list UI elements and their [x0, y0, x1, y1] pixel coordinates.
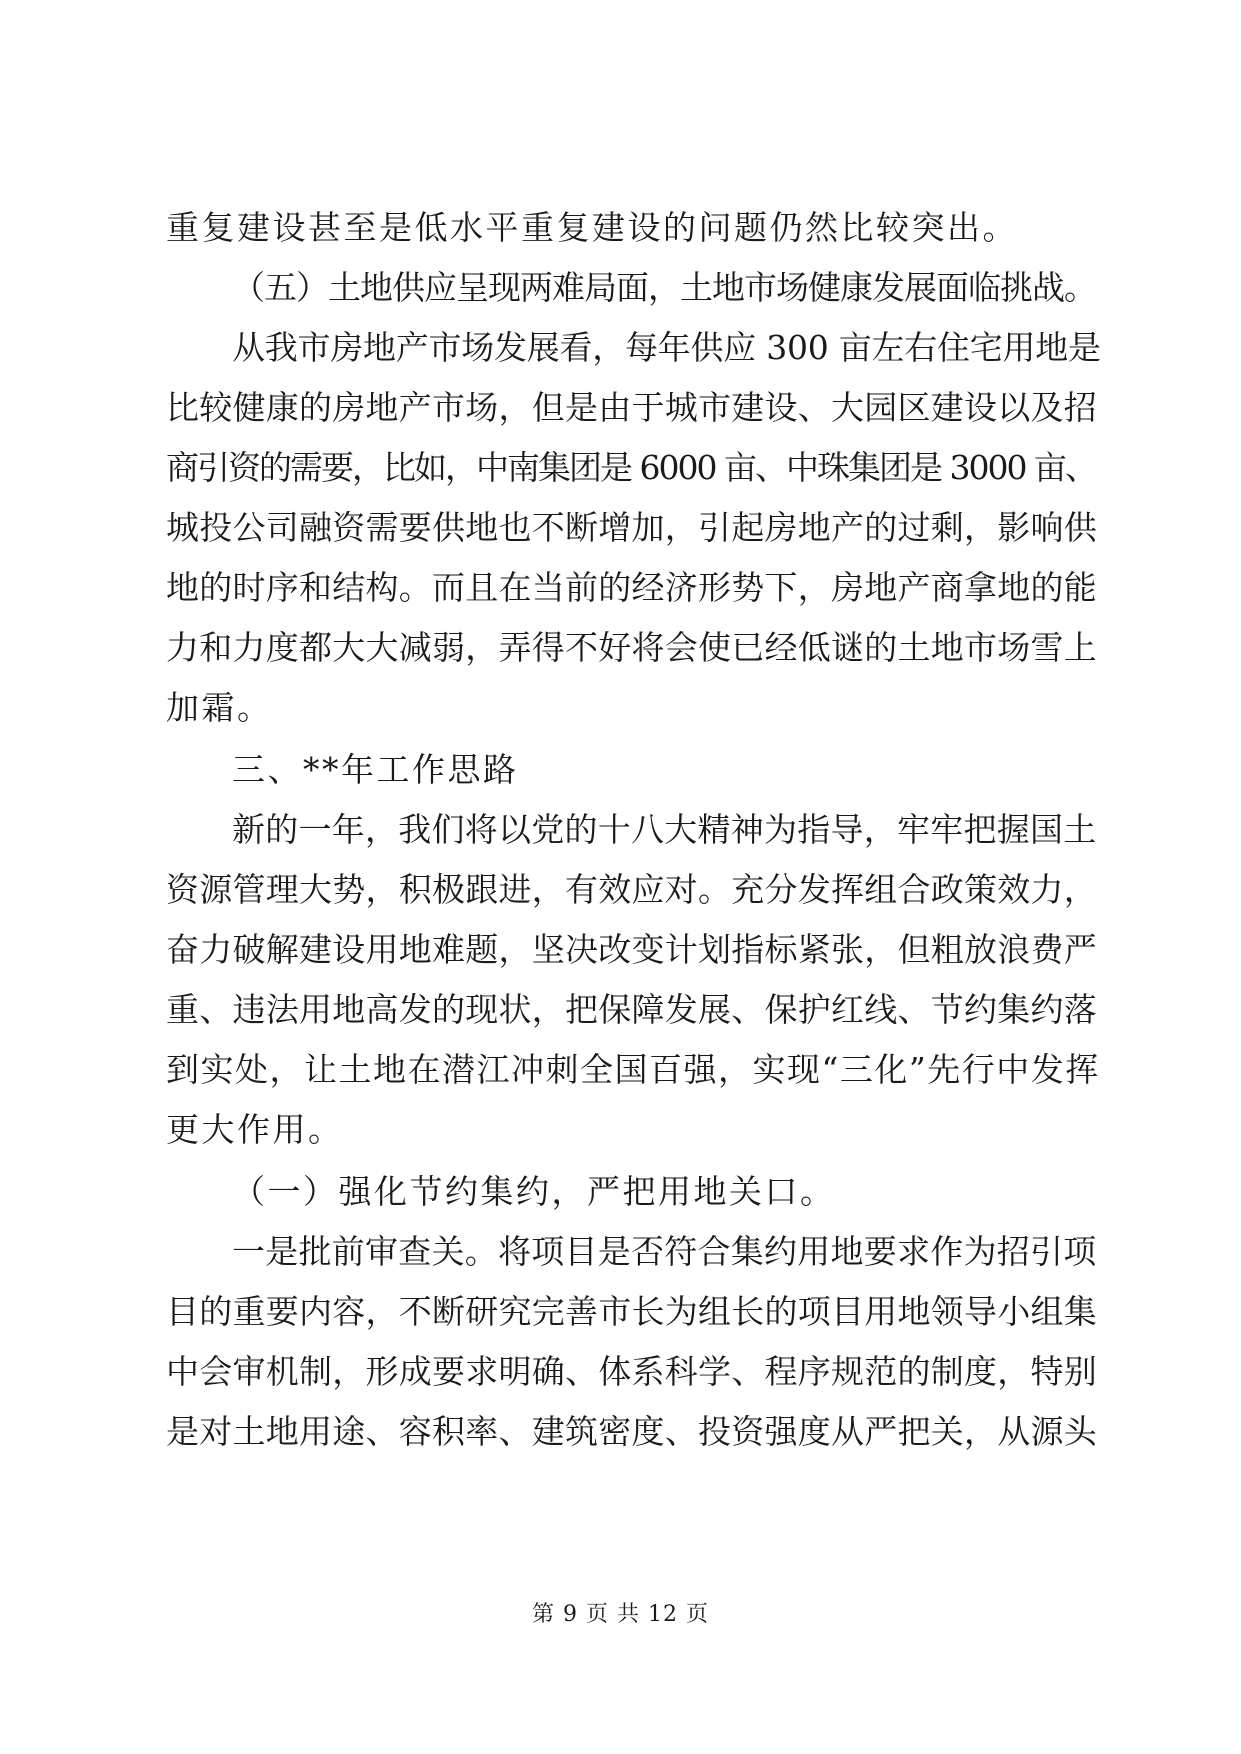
text-line: 商引资的需要，比如，中南集团是 6000 亩、中珠集团是 3000 亩、: [166, 448, 1096, 487]
text-line: 从我市房地产市场发展看，每年供应 300 亩左右住宅用地是: [232, 328, 1101, 367]
text-line: 是对土地用途、容积率、建筑密度、投资强度从严把关，从源头: [166, 1412, 1097, 1451]
section-heading: （一）强化节约集约，严把用地关口。: [232, 1172, 836, 1211]
text-line: 新的一年，我们将以党的十八大精神为指导，牢牢把握国土: [232, 810, 1097, 849]
text-line: 加霜。: [166, 688, 273, 727]
page-number: 第 9 页 共 12 页: [532, 1602, 709, 1627]
text-line: 城投公司融资需要供地也不断增加，引起房地产的过剩，影响供: [166, 508, 1097, 547]
text-line: 力和力度都大大减弱，弄得不好将会使已经低谜的土地市场雪上: [166, 628, 1097, 667]
text-line: 到实处，让土地在潜江冲刺全国百强，实现“三化”先行中发挥: [166, 1050, 1100, 1089]
text-line: 目的重要内容，不断研究完善市长为组长的项目用地领导小组集: [166, 1292, 1097, 1331]
text-line: 比较健康的房地产市场，但是由于城市建设、大园区建设以及招: [166, 388, 1097, 427]
text-line: 重复建设甚至是低水平重复建设的问题仍然比较突出。: [166, 208, 1018, 247]
text-line: 一是批前审查关。将项目是否符合集约用地要求作为招引项: [232, 1232, 1097, 1271]
text-line: 资源管理大势，积极跟进，有效应对。充分发挥组合政策效力，: [166, 870, 1097, 909]
text-line: 地的时序和结构。而且在当前的经济形势下，房地产商拿地的能: [166, 568, 1097, 607]
section-heading: （五）土地供应呈现两难局面，土地市场健康发展面临挑战。: [232, 268, 1096, 307]
text-line: 奋力破解建设用地难题，坚决改变计划指标紧张，但粗放浪费严: [166, 930, 1097, 969]
text-line: 中会审机制，形成要求明确、体系科学、程序规范的制度，特别: [166, 1352, 1097, 1391]
section-heading: 三、**年工作思路: [232, 750, 519, 789]
text-line: 更大作用。: [166, 1110, 344, 1149]
text-line: 重、违法用地高发的现状，把保障发展、保护红线、节约集约落: [166, 990, 1097, 1029]
